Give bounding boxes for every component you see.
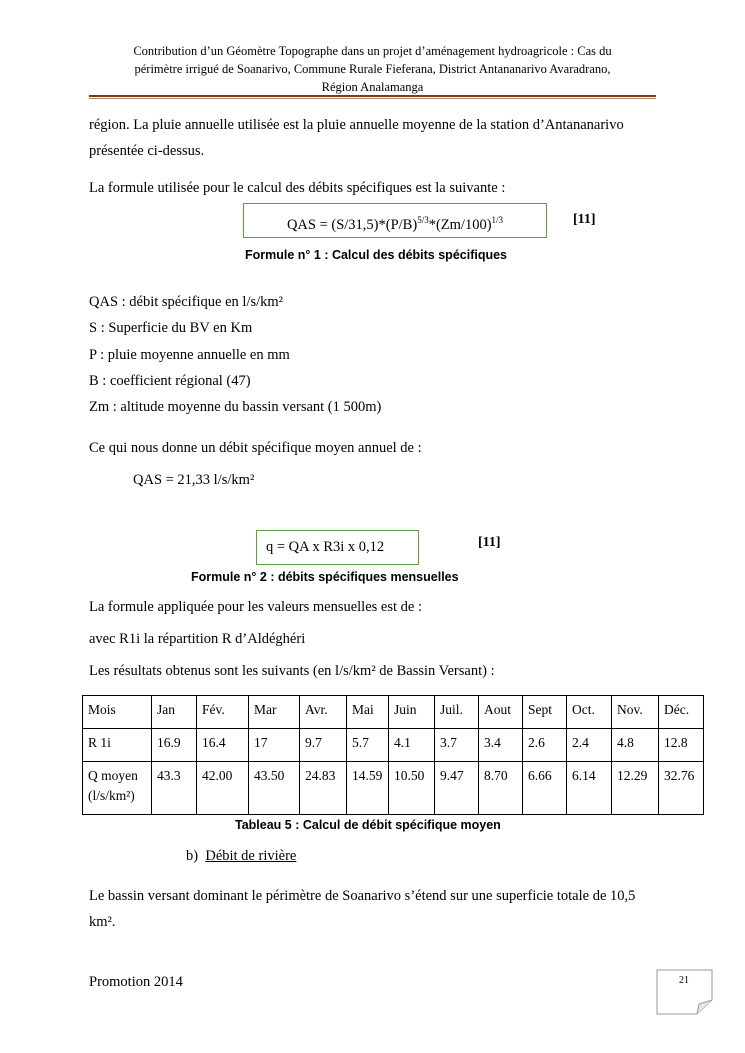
subsection-heading (186, 848, 296, 865)
paragraph-6: Les résultats obtenus sont les suivants (en l/s/km² de Bassin Versant) : (89, 663, 495, 679)
formula-1-part-1: QAS = (S/31,5)*(P/B) (286, 217, 418, 233)
table-cell: 16.9 (152, 729, 197, 762)
table-cell: 9.7 (300, 729, 347, 762)
formula-1-reference: [11] (573, 212, 596, 227)
table-cell: 10.50 (389, 762, 435, 815)
table-cell: 5.7 (347, 729, 389, 762)
table-header-cell: Nov. (612, 696, 659, 729)
table-cell: 42.00 (197, 762, 249, 815)
table-cell: 4.1 (389, 729, 435, 762)
table-cell: 3.7 (435, 729, 479, 762)
paragraph-2: La formule utilisée pour le calcul des débits spécifiques est la suivante : (89, 180, 506, 196)
qas-result: QAS = 21,33 l/s/km² (133, 472, 255, 488)
formula-1-caption: Formule n° 1 : Calcul des débits spécifiques (245, 248, 508, 262)
table-header-cell: Juil. (435, 696, 479, 729)
header-rule-thin (89, 98, 656, 99)
table-cell: 12.8 (659, 729, 704, 762)
table-cell: 12.29 (612, 762, 659, 815)
subsection-title: Débit de rivière (205, 848, 297, 864)
formula-2-reference: [11] (478, 535, 501, 550)
table-header-cell: Mar (249, 696, 300, 729)
table-caption: Tableau 5 : Calcul de débit spécifique moyen (235, 818, 501, 832)
table-header-cell: Jan (152, 696, 197, 729)
table-header-cell: Oct. (567, 696, 612, 729)
formula-1-box (243, 203, 547, 238)
table-cell: 16.4 (197, 729, 249, 762)
table-cell: 4.8 (612, 729, 659, 762)
table-cell: 17 (249, 729, 300, 762)
table-cell: 2.4 (567, 729, 612, 762)
table-cell: 32.76 (659, 762, 704, 815)
table-header-cell: Juin (389, 696, 435, 729)
table-cell: 6.14 (567, 762, 612, 815)
definition-zm: Zm : altitude moyenne du bassin versant (1 500m) (89, 399, 382, 415)
table-cell: 43.50 (249, 762, 300, 815)
formula-2-text: q = QA x R3i x 0,12 (266, 539, 385, 555)
table-header-cell: Aout (479, 696, 523, 729)
header-rule (89, 95, 656, 97)
formula-2-box (256, 530, 419, 565)
definition-qas: QAS : débit spécifique en l/s/km² (89, 294, 284, 310)
specific-discharge-table (82, 695, 704, 815)
formula-2-caption: Formule n° 2 : débits spécifiques mensuelles (191, 570, 459, 584)
table-cell: 8.70 (479, 762, 523, 815)
formula-1-exponent-1: 5/3 (417, 215, 429, 225)
paragraph-1-line-2: présentée ci-dessus. (89, 143, 205, 159)
table-cell: 2.6 (523, 729, 567, 762)
page-number: 21 (679, 975, 689, 986)
formula-1-part-2: *(Zm/100) (428, 217, 492, 233)
table-cell: 14.59 (347, 762, 389, 815)
table-row-q-moyen (83, 762, 704, 815)
subsection-marker: b) (186, 848, 199, 864)
paragraph-1-line-1: région. La pluie annuelle utilisée est la pluie annuelle moyenne de la station d’Antananarivo (89, 117, 624, 133)
page-number-box (656, 969, 712, 1013)
header-line-3: Région Analamanga (321, 80, 424, 94)
table-cell: 43.3 (152, 762, 197, 815)
definition-b: B : coefficient régional (47) (89, 373, 251, 389)
paragraph-5: avec R1i la répartition R d’Aldéghéri (89, 631, 306, 647)
table-header-cell: Avr. (300, 696, 347, 729)
paragraph-7-line-1: Le bassin versant dominant le périmètre de Soanarivo s’étend sur une superficie totale de 10,5 (89, 888, 636, 904)
formula-1-exponent-2: 1/3 (491, 215, 504, 225)
definition-p: P : pluie moyenne annuelle en mm (89, 347, 290, 363)
table-header-cell: Mois (83, 696, 152, 729)
table-header-cell: Fév. (197, 696, 249, 729)
header-line-1: Contribution d’un Géomètre Topographe dans un projet d’aménagement hydroagricole : Cas du (133, 44, 612, 58)
table-cell: 9.47 (435, 762, 479, 815)
table-cell: Q moyen (l/s/km²) (83, 762, 152, 815)
table-header-row (83, 696, 704, 729)
page-header (95, 42, 650, 96)
table-header-cell: Déc. (659, 696, 704, 729)
paragraph-7-line-2: km². (89, 914, 116, 930)
table-row-r1i (83, 729, 704, 762)
footer-promotion: Promotion 2014 (89, 974, 183, 990)
table-header-cell: Mai (347, 696, 389, 729)
table-header-cell: Sept (523, 696, 567, 729)
paragraph-4: La formule appliquée pour les valeurs mensuelles est de : (89, 599, 422, 615)
table-cell: R 1i (83, 729, 152, 762)
header-line-2: périmètre irrigué de Soanarivo, Commune Rurale Fieferana, District Antananarivo Avaradrano, (134, 62, 611, 76)
table-cell: 6.66 (523, 762, 567, 815)
table-cell: 24.83 (300, 762, 347, 815)
table-cell: 3.4 (479, 729, 523, 762)
paragraph-3: Ce qui nous donne un débit spécifique moyen annuel de : (89, 440, 422, 456)
definition-s: S : Superficie du BV en Km (89, 320, 253, 336)
